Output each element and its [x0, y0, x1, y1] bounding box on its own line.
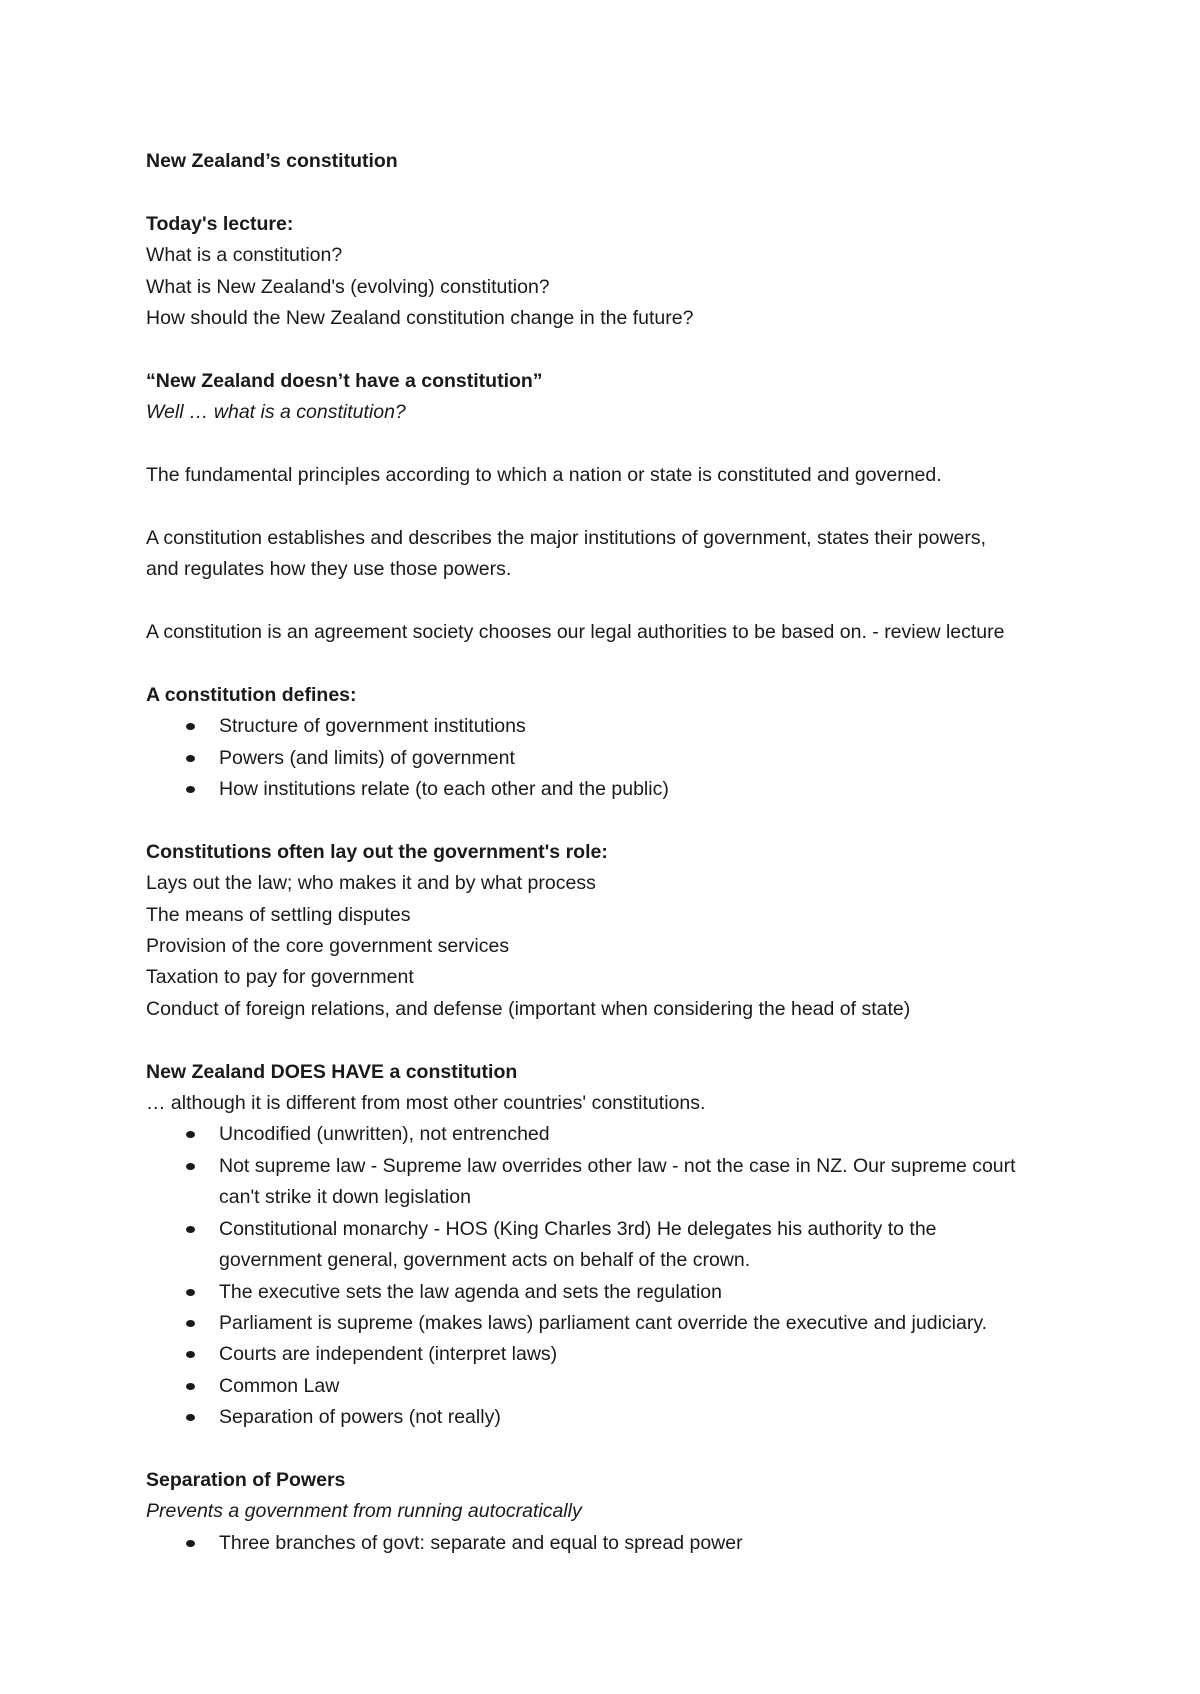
myth-subheading: Well … what is a constitution? — [146, 401, 406, 424]
document-page — [146, 146, 1086, 1559]
nz-has-heading: New Zealand DOES HAVE a constitution — [146, 1060, 518, 1083]
list-item: Parliament is supreme (makes laws) parliament cant override the executive and judiciary. — [146, 1308, 1086, 1339]
separation-list — [146, 1528, 1086, 1559]
list-item: Three branches of govt: separate and equal to spread power — [146, 1528, 1086, 1559]
bullet-icon — [186, 1289, 195, 1296]
list-item: Structure of government institutions — [146, 711, 1086, 742]
list-item: Courts are independent (interpret laws) — [146, 1339, 1086, 1370]
lecture-item: How should the New Zealand constitution change in the future? — [146, 307, 694, 330]
list-item: Common Law — [146, 1371, 1086, 1402]
myth-heading: “New Zealand doesn’t have a constitution” — [146, 369, 543, 392]
defines-list — [146, 711, 1086, 805]
role-item: Provision of the core government services — [146, 935, 510, 958]
definition-paragraph: and regulates how they use those powers. — [146, 558, 512, 581]
bullet-icon — [186, 1540, 195, 1547]
definition-paragraph: A constitution establishes and describes the major institutions of government, states their powers, — [146, 526, 987, 549]
nz-has-intro: … although it is different from most other countries' constitutions. — [146, 1092, 706, 1115]
role-item: Lays out the law; who makes it and by what process — [146, 872, 596, 895]
list-item: Constitutional monarchy - HOS (King Charles 3rd) He delegates his authority to the government general, government acts on behalf of the crown. — [146, 1214, 1086, 1277]
role-item: Taxation to pay for government — [146, 966, 414, 989]
list-item: Powers (and limits) of government — [146, 743, 1086, 774]
list-item: Separation of powers (not really) — [146, 1402, 1086, 1433]
document-title: New Zealand’s constitution — [146, 150, 398, 172]
lecture-item: What is a constitution? — [146, 244, 343, 267]
bullet-icon — [186, 1163, 195, 1170]
role-item: Conduct of foreign relations, and defense (important when considering the head of state) — [146, 997, 911, 1020]
bullet-icon — [186, 755, 195, 762]
separation-heading: Separation of Powers — [146, 1468, 346, 1491]
bullet-icon — [186, 1351, 195, 1358]
role-item: The means of settling disputes — [146, 903, 411, 926]
separation-subheading: Prevents a government from running autocratically — [146, 1500, 582, 1523]
list-item: Uncodified (unwritten), not entrenched — [146, 1119, 1086, 1150]
bullet-icon — [186, 1131, 195, 1138]
bullet-icon — [186, 786, 195, 793]
list-item: Not supreme law - Supreme law overrides other law - not the case in NZ. Our supreme court can't strike it down legislation — [146, 1151, 1086, 1214]
role-heading: Constitutions often lay out the government's role: — [146, 840, 608, 863]
bullet-icon — [186, 1320, 195, 1327]
definition-paragraph: A constitution is an agreement society chooses our legal authorities to be based on. - review lecture — [146, 621, 1005, 644]
lecture-item: What is New Zealand's (evolving) constitution? — [146, 275, 550, 298]
bullet-icon — [186, 723, 195, 730]
bullet-icon — [186, 1414, 195, 1421]
bullet-icon — [186, 1383, 195, 1390]
list-item: The executive sets the law agenda and sets the regulation — [146, 1277, 1086, 1308]
list-item: How institutions relate (to each other and the public) — [146, 774, 1086, 805]
defines-heading: A constitution defines: — [146, 683, 357, 706]
definition-paragraph: The fundamental principles according to which a nation or state is constituted and governed. — [146, 464, 942, 487]
bullet-icon — [186, 1226, 195, 1233]
lecture-heading: Today's lecture: — [146, 212, 294, 235]
nz-has-list — [146, 1119, 1086, 1433]
